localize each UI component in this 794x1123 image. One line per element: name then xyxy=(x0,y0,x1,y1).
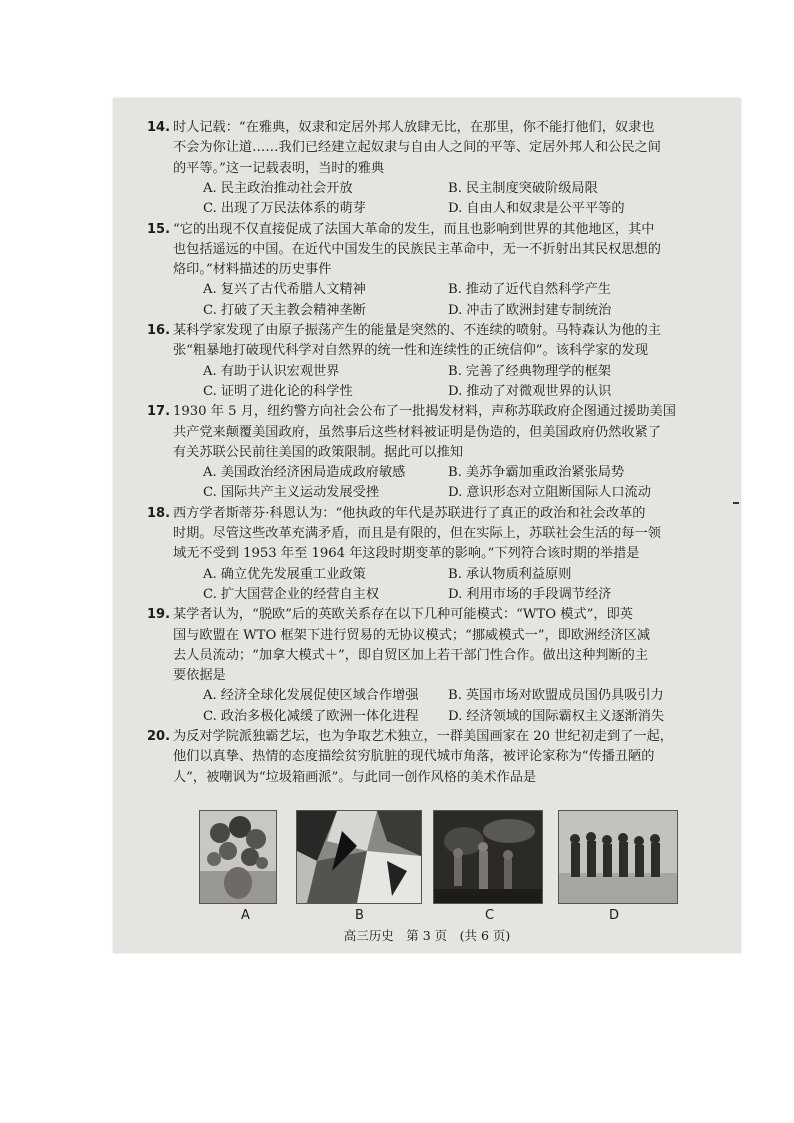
question-number: 19. xyxy=(147,607,171,623)
question-text: 国与欧盟在 WTO 框架下进行贸易的无协议模式；“挪威模式一”，即欧洲经济区减 xyxy=(173,627,651,643)
option-d xyxy=(448,301,611,321)
option-c xyxy=(203,707,419,727)
question-20-line xyxy=(147,727,727,747)
option-text: 国际共产主义运动发展受挫 xyxy=(220,485,380,501)
option-letter: C. xyxy=(203,302,217,318)
question-text: 为反对学院派独霸艺坛，也为争取艺术独立，一群美国画家在 20 世纪初走到了一起， xyxy=(173,729,673,744)
option-b xyxy=(448,280,611,300)
option-a xyxy=(203,280,366,300)
option-text: 自由人和奴隶是公平平等的 xyxy=(466,201,625,217)
question-16-line xyxy=(173,341,727,361)
painting-a-label: A xyxy=(241,908,250,923)
question-16-line xyxy=(147,321,727,341)
option-c xyxy=(203,199,366,219)
question-number: 18. xyxy=(147,505,171,521)
question-text: 张“粗暴地打破现代科学对自然界的统一性和连续性的正统信仰”。该科学家的发现 xyxy=(173,343,649,359)
question-18-line xyxy=(173,524,727,544)
option-text: 承认物质利益原则 xyxy=(465,566,572,582)
question-text: 西方学者斯蒂芬·科恩认为：“他执政的年代是苏联进行了真正的政治和社会改革的 xyxy=(173,505,646,521)
question-number: 20. xyxy=(147,729,171,744)
option-text: 复兴了古代希腊人文精神 xyxy=(220,282,366,298)
question-text: 不会为你让道……我们已经建立起奴隶与自由人之间的平等、定居外邦人和公民之间 xyxy=(173,140,661,156)
option-text: 美苏争霸加重政治紧张局势 xyxy=(465,465,625,481)
option-text: 证明了进化论的科学性 xyxy=(220,383,353,399)
option-letter: D. xyxy=(448,708,463,724)
question-14-line xyxy=(173,138,727,158)
option-c xyxy=(203,301,366,321)
option-text: 民主制度突破阶级局限 xyxy=(465,180,598,196)
option-letter: D. xyxy=(448,383,463,399)
question-text: 烙印。”材料描述的历史事件 xyxy=(173,262,332,278)
question-text: 去人员流动；“加拿大模式＋”，即自贸区加上若干部门性合作。做出这种判断的主 xyxy=(173,647,649,663)
painting-c-label: C xyxy=(485,908,495,923)
option-d xyxy=(448,483,651,503)
question-17-line xyxy=(147,402,727,422)
question-15-line xyxy=(147,220,727,240)
option-letter: A. xyxy=(203,180,217,196)
option-text: 意识形态对立阻断国际人口流动 xyxy=(466,485,651,501)
option-letter: C. xyxy=(203,485,217,501)
question-19-line xyxy=(147,605,727,625)
option-d xyxy=(448,382,611,402)
option-text: 冲击了欧洲封建专制统治 xyxy=(466,302,612,318)
option-letter: B. xyxy=(448,363,462,379)
option-c xyxy=(203,382,353,402)
option-text: 出现了万民法体系的萌芽 xyxy=(220,201,366,217)
option-d xyxy=(448,707,664,727)
question-14-line xyxy=(147,118,727,138)
option-text: 美国政治经济困局造成政府敏感 xyxy=(220,465,406,481)
option-letter: B. xyxy=(448,180,462,196)
question-17-line xyxy=(173,423,727,443)
option-letter: A. xyxy=(203,688,217,704)
exam-page xyxy=(113,98,741,953)
option-b xyxy=(448,565,571,585)
option-letter: D. xyxy=(448,485,463,501)
option-letter: C. xyxy=(203,708,217,724)
option-c xyxy=(203,483,379,503)
painting-a-image xyxy=(199,810,277,904)
option-letter: A. xyxy=(203,363,217,379)
option-text: 推动了近代自然科学产生 xyxy=(465,282,611,298)
option-text: 英国市场对欧盟成员国仍具吸引力 xyxy=(465,688,664,704)
question-number: 16. xyxy=(147,323,171,338)
question-text: “它的出现不仅直接促成了法国大革命的发生，而且也影响到世界的其他地区，其中 xyxy=(173,221,655,237)
question-text: 某学者认为，“脱欧”后的英欧关系存在以下几种可能模式：“WTO 模式”，即英 xyxy=(173,607,633,623)
question-19-line xyxy=(173,666,727,686)
question-text: 也包括遥远的中国。在近代中国发生的民族民主革命中，无一不折射出其民权思想的 xyxy=(173,241,661,257)
option-text: 确立优先发展重工业政策 xyxy=(220,566,366,582)
question-text: 有关苏联公民前往美国的政策限制。据此可以推知 xyxy=(173,444,464,460)
option-a xyxy=(203,179,353,199)
question-20-line xyxy=(173,768,727,788)
option-letter: B. xyxy=(448,566,462,582)
question-text: 1930 年 5 月，纽约警方向社会公布了一批揭发材料，声称苏联政府企图通过援助美国 xyxy=(173,404,676,420)
option-letter: D. xyxy=(448,302,463,318)
option-b xyxy=(448,179,598,199)
question-18-line xyxy=(173,544,727,564)
painting-b-image xyxy=(296,810,422,904)
question-text: 共产党来颠覆美国政府，虽然事后这些材料被证明是伪造的，但美国政府仍然收紧了 xyxy=(173,424,661,440)
option-letter: B. xyxy=(448,282,462,298)
option-b xyxy=(448,463,624,483)
question-number: 15. xyxy=(147,221,171,237)
question-15-line xyxy=(173,240,727,260)
option-text: 政治多极化减缓了欧洲一体化进程 xyxy=(220,708,419,724)
question-text: 的平等。”这一记载表明，当时的雅典 xyxy=(173,160,385,176)
question-17-line xyxy=(173,443,727,463)
question-text: 某科学家发现了由原子振荡产生的能量是突然的、不连续的喷射。马特森认为他的主 xyxy=(173,323,661,338)
painting-d-image xyxy=(558,810,678,904)
question-18-line xyxy=(147,504,727,524)
painting-c-image xyxy=(433,810,543,904)
option-text: 经济领域的国际霸权主义逐渐消失 xyxy=(466,708,665,724)
question-number: 14. xyxy=(147,120,171,135)
option-letter: A. xyxy=(203,465,217,481)
painting-b-label: B xyxy=(355,908,364,923)
question-20-line xyxy=(173,747,727,767)
option-text: 民主政治推动社会开放 xyxy=(220,180,353,196)
question-text: 他们以真挚、热情的态度描绘贫穷肮脏的现代城市角落，被评论家称为“传播丑陋的 xyxy=(173,749,655,765)
option-a xyxy=(203,463,405,483)
option-letter: C. xyxy=(203,201,217,217)
option-d xyxy=(448,585,611,605)
option-letter: A. xyxy=(203,282,217,298)
question-text: 要依据是 xyxy=(173,668,226,684)
option-text: 利用市场的手段调节经济 xyxy=(466,586,612,602)
option-letter: D. xyxy=(448,201,463,217)
page-footer: 高三历史 第 3 页 (共 6 页) xyxy=(343,928,511,943)
option-a xyxy=(203,686,419,706)
question-19-line xyxy=(173,626,727,646)
option-a xyxy=(203,565,366,585)
edge-mark xyxy=(733,502,739,504)
question-14-line xyxy=(173,159,727,179)
option-text: 打破了天主教会精神垄断 xyxy=(220,302,366,318)
question-15-line xyxy=(173,260,727,280)
option-text: 有助于认识宏观世界 xyxy=(220,363,340,379)
question-text: 域无不受到 1953 年至 1964 年这段时期变革的影响。”下列符合该时期的举措是 xyxy=(173,546,640,562)
option-d xyxy=(448,199,625,219)
option-b xyxy=(448,686,664,706)
option-text: 完善了经典物理学的框架 xyxy=(465,363,611,379)
question-number: 17. xyxy=(147,404,171,420)
question-text: 时人记载：“在雅典，奴隶和定居外邦人放肆无比，在那里，你不能打他们，奴隶也 xyxy=(173,120,655,135)
option-c xyxy=(203,585,379,605)
option-a xyxy=(203,362,339,382)
option-letter: A. xyxy=(203,566,217,582)
painting-d-label: D xyxy=(609,908,620,923)
question-19-line xyxy=(173,646,727,666)
option-letter: C. xyxy=(203,383,217,399)
option-letter: B. xyxy=(448,688,462,704)
question-text: 人”，被嘲讽为“垃圾箱画派”。与此同一创作风格的美术作品是 xyxy=(173,769,537,785)
option-letter: C. xyxy=(203,586,217,602)
option-text: 推动了对微观世界的认识 xyxy=(466,383,612,399)
option-text: 扩大国营企业的经营自主权 xyxy=(220,586,380,602)
question-text: 时期。尽管这些改革充满矛盾，而且是有限的，但在实际上，苏联社会生活的每一领 xyxy=(173,526,661,541)
option-b xyxy=(448,362,611,382)
option-letter: B. xyxy=(448,465,462,481)
option-text: 经济全球化发展促使区域合作增强 xyxy=(220,688,419,704)
option-letter: D. xyxy=(448,586,463,602)
